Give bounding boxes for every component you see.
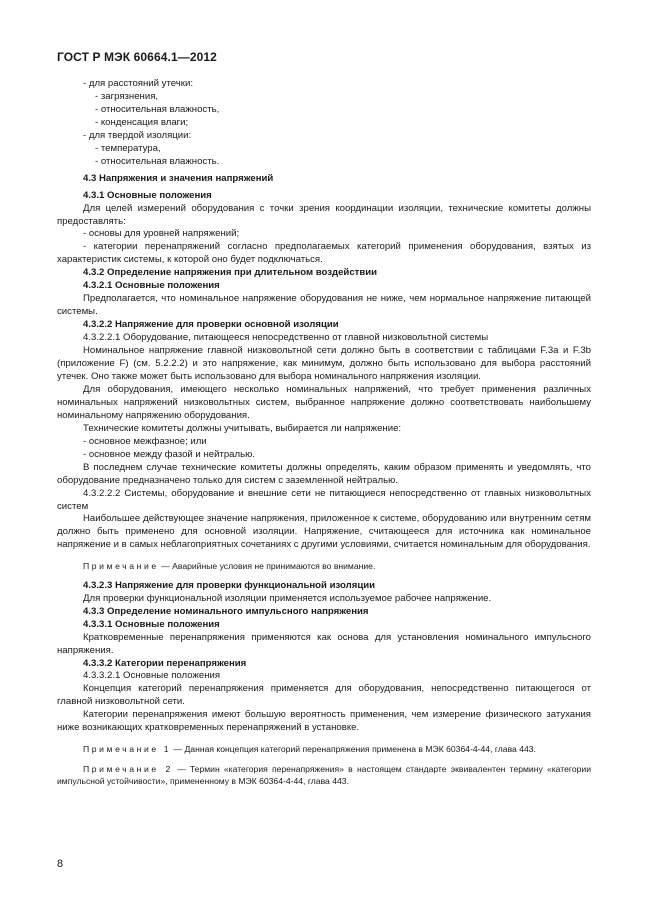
section-heading: 4.3.3.2 Категории перенапряжения: [83, 657, 247, 669]
section-heading: 4.3.2.1 Основные положения: [83, 280, 220, 292]
subsection-heading: 4.3.2.2.1 Оборудование, питающееся непосредственно от главной низковольтной системы: [83, 332, 489, 344]
list-item: - для твердой изоляции:: [83, 129, 192, 141]
list-item: - относительная влажность,: [95, 103, 220, 115]
paragraph: Для целей измерений оборудования с точки зрения координации изоляции, технические комитеты должны предоставлять:: [57, 202, 591, 227]
note: [57, 743, 591, 756]
list-item: - конденсация влаги;: [95, 116, 189, 128]
section-heading: 4.3.2.2 Напряжение для проверки основной изоляции: [83, 319, 339, 331]
section-heading: 4.3.2.3 Напряжение для проверки функциональной изоляции: [83, 579, 376, 591]
paragraph: Номинальное напряжение главной низковольтной сети должно быть в соответствии с таблицами F.3a и F.3b (приложение F) (см. 5.2.2.2) и это напряжение, как минимум, должно быть использовано для выбора расстояний утечек. Оно также может быть использовано для выбора номинального напряжения изоляции.: [57, 345, 591, 382]
list-item: - основное между фазой и нейтралью.: [83, 448, 255, 460]
document-header: ГОСТ Р МЭК 60664.1—2012: [57, 50, 217, 64]
paragraph: Наибольшее действующее значение напряжения, приложенное к системе, оборудованию или внутренним сетям должно быть применено для основной изоляции. Напряжение, считающееся для источника как номинальное напряжение и в самых неблагоприятных сочетаниях с другими условиями, считается номинальным для оборудования.: [57, 513, 591, 551]
paragraph: Для оборудования, имеющего несколько номинальных напряжений, что требует применения различных номинальных напряжений низковольтных систем, выбранное напряжение должно соответствовать наибольшему номинальному напряжению оборудования.: [57, 383, 591, 421]
section-heading: 4.3 Напряжения и значения напряжений: [83, 172, 274, 184]
list-item: - основное межфазное; или: [83, 435, 207, 447]
paragraph: Предполагается, что номинальное напряжение оборудования не ниже, чем нормальное напряжение питающей системы.: [57, 293, 591, 318]
paragraph: Технические комитеты должны учитывать, выбирается ли напряжение:: [83, 422, 402, 434]
page-number: 8: [57, 858, 64, 870]
list-item: - загрязнения,: [95, 90, 159, 102]
list-item: - основы для уровней напряжений;: [83, 228, 240, 240]
paragraph: Для проверки функциональной изоляции применяется используемое рабочее напряжение.: [83, 592, 492, 604]
subsection-heading: 4.3.2.2.2 Системы, оборудование и внешние сети не питающиеся непосредственно от главных низковольтных систем: [57, 487, 591, 512]
document-body: [57, 78, 591, 788]
note-label: Примечание 1: [83, 744, 172, 755]
section-heading: 4.3.1 Основные положения: [83, 189, 212, 201]
subsection-heading: 4.3.3.2.1 Основные положения: [83, 670, 221, 682]
section-heading: 4.3.3 Определение номинального импульсного напряжения: [83, 605, 369, 617]
list-item: - категории перенапряжений согласно предполагаемых категорий применения оборудования, взятых из характеристик системы, к которой оно будет подключаться.: [57, 241, 591, 266]
section-heading: 4.3.3.1 Основные положения: [83, 618, 220, 630]
list-item: - для расстояний утечки:: [83, 78, 193, 89]
list-item: - температура,: [95, 142, 161, 154]
note: [57, 560, 591, 573]
note-label: Примечание: [83, 561, 159, 572]
note-text: — Термин «категория перенапряжения» в настоящем стандарте эквивалентен термину «категории импульсной устойчивости», примененному в МЭК 60364-4-44, глава 443.: [57, 763, 591, 787]
paragraph: Кратковременные перенапряжения применяются как основа для установления номинального импульсного напряжения.: [57, 631, 591, 656]
paragraph: Концепция категорий перенапряжения применяется для оборудования, непосредственно питающегося от главной низковольтной сети.: [57, 683, 591, 708]
list-item: - относительная влажность.: [95, 155, 220, 167]
paragraph: В последнем случае технические комитеты должны определять, каким образом применять и уведомлять, что оборудование предназначено только для систем с заземленной нейтралью.: [57, 461, 591, 486]
paragraph: Категории перенапряжения имеют большую вероятность применения, чем измерение физического затухания ниже возникающих кратковременных перенапряжений в установке.: [57, 709, 591, 734]
note: [57, 763, 591, 788]
section-heading: 4.3.2 Определение напряжения при длительном воздействии: [83, 267, 378, 279]
note-text: — Данная концепция категорий перенапряжения применена в МЭК 60364-4-44, глава 443.: [171, 744, 536, 755]
note-text: — Аварийные условия не принимаются во внимание.: [158, 561, 376, 572]
note-label: Примечание 2: [83, 763, 173, 774]
